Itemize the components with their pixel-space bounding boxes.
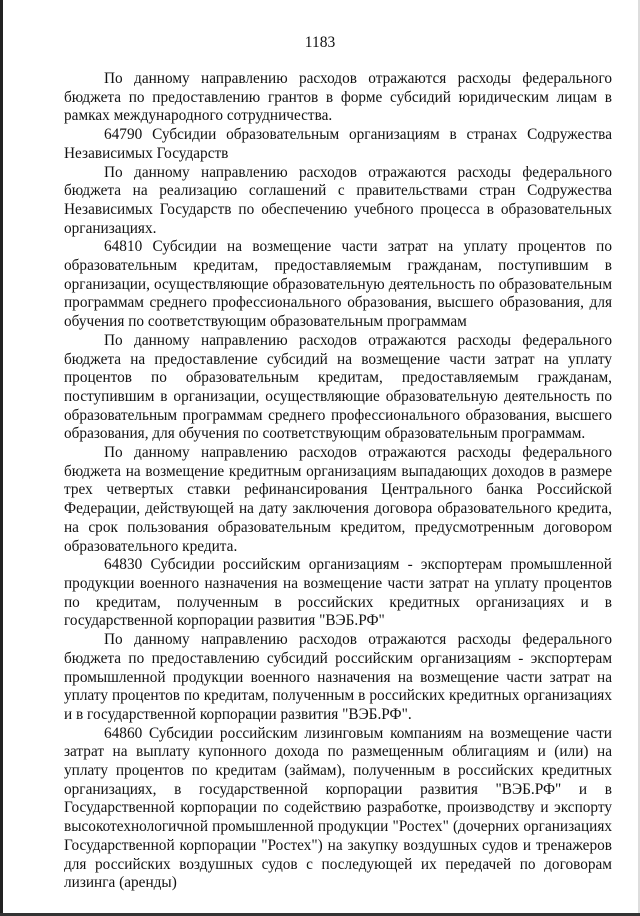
paragraph-64830-description: По данному направлению расходов отражаются расходы федерального бюджета по предоставлению субсидий российским организациям - экспортерам промышленной продукции военного назначения на возмещение части затрат на уплату процентов по кредитам, полученным в российских кредитных организациях и в государственной корпорации развития "ВЭБ.РФ". xyxy=(64,631,612,723)
paragraph-64790-heading: 64790 Субсидии образовательным организациям в странах Содружества Независимых Государств xyxy=(64,126,612,162)
paragraph-64790-description: По данному направлению расходов отражаются расходы федерального бюджета на реализацию соглашений с правительствами стран Содружества Независимых Государств по обеспечению учебного процесса в образовательных организациях. xyxy=(64,163,612,237)
paragraph-64810-heading: 64810 Субсидии на возмещение части затрат на уплату процентов по образовательным кредитам, предоставляемым гражданам, поступившим в организации, осуществляющие образовательную деятельность по образовательным программам среднего профессионального образования, высшего образования, для обучения по соответствующим образовательным программам xyxy=(64,238,612,331)
paragraph-grants-intl: По данному направлению расходов отражаются расходы федерального бюджета по предоставлению грантов в форме субсидий юридическим лицам в рамках международного сотрудничества. xyxy=(64,70,612,125)
page-number: 1183 xyxy=(304,34,336,51)
paragraph-64810-description: По данному направлению расходов отражаются расходы федерального бюджета на предоставление субсидий на возмещение части затрат на уплату процентов по образовательным кредитам, предоставляемым гражданам, поступившим в организации, осуществляющие образовательную деятельность по образовательным программам среднего профессионального образования, высшего образования, для обучения по соответствующим образовательным программам. xyxy=(64,331,612,443)
paragraph-64860-heading: 64860 Субсидии российским лизинговым компаниям на возмещение части затрат на выплату купонного дохода по размещенным облигациям и (или) на уплату процентов по кредитам (займам), полученным в российских кредитных организациях, в государственной корпорации развития "ВЭБ.РФ" и в Государственной корпорации по содействию разработке, производству и экспорту высокотехнологичной промышленной продукции "Ростех" (дочерних организациях Государственной корпорации "Ростех") на закупку воздушных судов и тренажеров для российских воздушных судов с последующей их передачей по договорам лизинга (аренды) xyxy=(64,724,612,892)
document-body xyxy=(64,70,612,893)
scan-edge-left xyxy=(0,0,3,916)
paragraph-64810-description-2: По данному направлению расходов отражаются расходы федерального бюджета на возмещение кредитным организациям выпадающих доходов в размере трех четвертых ставки рефинансирования Центрального банка Российской Федерации, действующей на дату заключения договора образовательного кредита, на срок пользования образовательным кредитом, предусмотренным договором образовательного кредита. xyxy=(64,444,612,555)
paragraph-64830-heading: 64830 Субсидии российским организациям - экспортерам промышленной продукции военного назначения на возмещение части затрат на уплату процентов по кредитам, полученным в российских кредитных организациях и в государственной корпорации развития "ВЭБ.РФ" xyxy=(64,556,612,630)
